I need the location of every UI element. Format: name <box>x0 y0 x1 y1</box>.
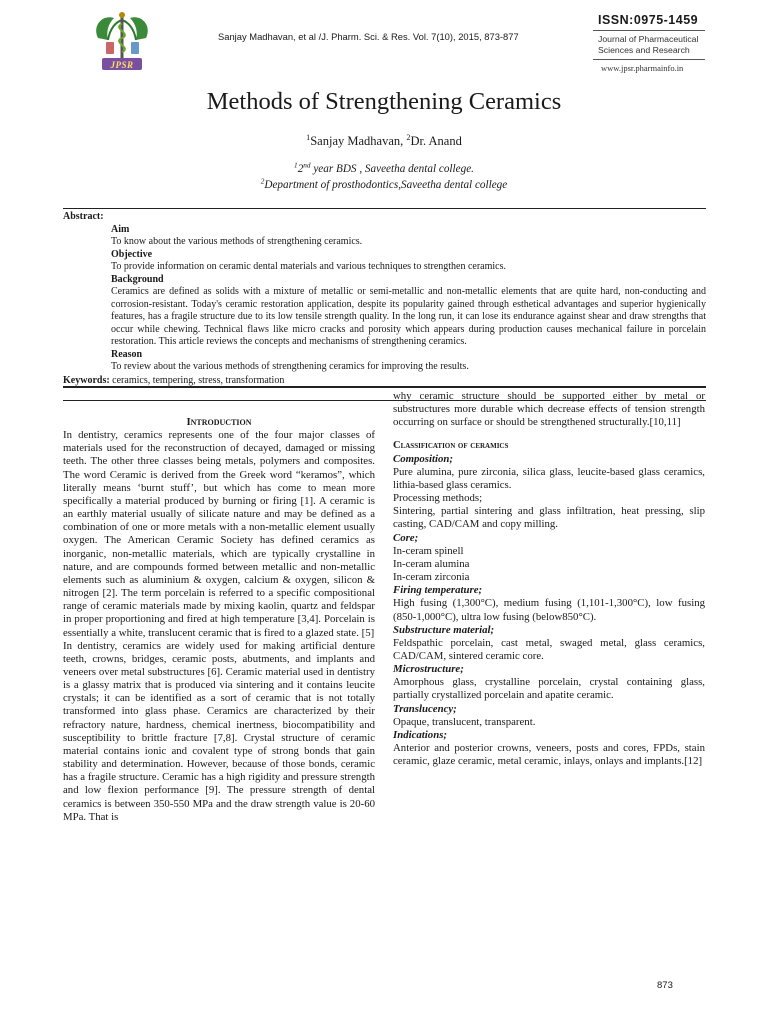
introduction-paragraph-2: In dentistry, ceramics are widely used for making artificial denture teeth, crowns, bridges, ceramic posts, abutments, and implants and veneers over metal substructures [6]. Ceramic material used in dentistry is a glassy matrix that is produced via sintering and it contains leucite crystals; it can be identified as a sort of ceramic that is not totally transformed into glass phase. Ceramics are characterized by their refractory nature, hardness, chemical inertness, biocompatibility and susceptibility to brittle fracture [7,8]. Crystal structure of ceramic material contains ionic and covalent type of strong bonds that gain stability and determination. However, because of those bonds, ceramic has a fragile structure. Ceramic has a high rigidity and pressure strength and low flexion performance [9]. The pressure strength of dental ceramics is between 350-550 MPa and the draw strength value is 20-60 MPa. That is <box>63 639 375 823</box>
author-list <box>0 134 768 149</box>
abstract-bottom-rule <box>63 386 706 388</box>
keywords-text: ceramics, tempering, stress, transformation <box>109 374 285 386</box>
aim-heading: Aim <box>111 223 130 235</box>
continued-paragraph: why ceramic structure should be supported either by metal or substructures more durable which decrease effects of tension strength occurring on surface or should be strengthened structurally.[10,11] <box>393 390 705 429</box>
affiliation-2-text: Department of prosthodontics,Saveetha dental college <box>264 179 508 191</box>
microstructure-text: Amorphous glass, crystalline porcelain, crystal containing glass, partially crystallized porcelain and apatite ceramic. <box>393 676 705 702</box>
left-column <box>63 416 375 824</box>
background-text: Ceramics are defined as solids with a mixture of metallic or semi-metallic and non-metallic elements that are quite hard, non-conducting and corrosion-resistant. Today's ceramic restoration application, despite its popularity gained through esthetical advantages and superior hygienically features, has a fragile structure due to its low tensile strength quality. In the long run, it can lose its endurance against shear and draw strengths that occur while chewing. Technical flaws like micro cracks and porosity which appears during production causes mechanical failure in porcelain restoration. This article reviews the concepts and mechanisms of strengthening ceramics. <box>111 286 706 347</box>
indications-text: Anterior and posterior crowns, veneers, posts and cores, FPDs, stain ceramic, glaze ceramic, metal ceramic, inlays, onlays and implants.[12] <box>393 742 705 768</box>
translucency-text: Opaque, translucent, transparent. <box>393 715 536 728</box>
abstract-top-rule <box>63 208 706 209</box>
processing-text: Sintering, partial sintering and glass infiltration, heat pressing, slip casting, CAD/CAM and copy milling. <box>393 505 705 531</box>
firing-temperature-heading: Firing temperature; <box>393 584 483 597</box>
paper-title: Methods of Strengthening Ceramics <box>206 88 562 115</box>
journal-logo <box>88 8 156 76</box>
indications-heading: Indications; <box>393 728 447 741</box>
affiliation-1-marker: 1 <box>294 161 298 170</box>
classification-heading: Classification of ceramics <box>393 440 509 452</box>
composition-text: Pure alumina, pure zirconia, silica glass, leucite-based glass ceramics, lithia-based glass ceramics. <box>393 465 705 491</box>
author1-name: Sanjay Madhavan, <box>310 134 407 148</box>
affiliation-1 <box>0 163 768 175</box>
logo-text: JPSR <box>110 60 134 70</box>
microstructure-heading: Microstructure; <box>393 663 464 676</box>
right-column <box>393 390 705 768</box>
core-item-2: In-ceram alumina <box>393 557 470 570</box>
objective-text: To provide information on ceramic dental materials and various techniques to strengthen ceramics. <box>111 261 506 272</box>
abstract-label: Abstract: <box>63 211 104 222</box>
page-number: 873 <box>657 980 673 991</box>
author2-superscript: 2 <box>406 132 411 142</box>
background-heading: Background <box>111 273 164 285</box>
core-heading: Core; <box>393 531 419 544</box>
processing-heading: Processing methods; <box>393 492 483 505</box>
reason-heading: Reason <box>111 348 143 360</box>
affiliation-1-year: 2 <box>297 163 304 175</box>
journal-name-line2: Sciences and Research <box>598 45 690 55</box>
substructure-heading: Substructure material; <box>393 623 495 636</box>
introduction-heading: Introduction <box>186 416 252 428</box>
keywords-label: Keywords: <box>63 374 110 386</box>
journal-name-box <box>593 30 705 60</box>
author1-superscript: 1 <box>306 132 311 142</box>
core-item-3: In-ceram zirconia <box>393 571 470 584</box>
substructure-text: Feldspathic porcelain, cast metal, swaged metal, glass ceramics, CAD/CAM, sintered ceramic core. <box>393 636 705 662</box>
author2-name: Dr. Anand <box>410 134 462 148</box>
reason-text: To review about the various methods of strengthening ceramics for improving the results. <box>111 361 469 372</box>
affiliation-1-ordinal: nd <box>303 161 311 170</box>
journal-name-line1: Journal of Pharmaceutical <box>598 34 699 44</box>
translucency-heading: Translucency; <box>393 702 457 715</box>
journal-website: www.jpsr.pharmainfo.in <box>601 63 684 73</box>
issn-number: ISSN:0975-1459 <box>598 13 699 27</box>
firing-temperature-text: High fusing (1,300°C), medium fusing (1,101-1,300°C), low fusing (850-1,000°C), ultra low fusing (below850°C). <box>393 597 705 623</box>
core-item-1: In-ceram spinell <box>393 544 464 557</box>
affiliation-2 <box>0 179 768 191</box>
affiliation-1-text: year BDS , Saveetha dental college. <box>310 163 474 175</box>
abstract-section <box>63 211 706 387</box>
aim-text: To know about the various methods of strengthening ceramics. <box>111 236 363 247</box>
affiliation-2-marker: 2 <box>260 177 265 186</box>
objective-heading: Objective <box>111 248 153 260</box>
journal-citation: Sanjay Madhavan, et al /J. Pharm. Sci. & Res. Vol. 7(10), 2015, 873-877 <box>218 31 519 42</box>
introduction-paragraph-1: In dentistry, ceramics represents one of the four major classes of materials used for the reconstruction of decayed, damaged or missing teeth. The other three classes being metals, polymers and composites. The word Ceramic is derived from the Greek word “keramos”, which literally means ‘burnt stuff’, but which has come to mean more specifically a material produced by burning or firing [1]. A ceramic is an earthly material usually of silicate nature and may be defined as a combination of one or more metals with a non-metallic element usually oxygen. The American Ceramic Society has defined ceramics as inorganic, non-metallic materials, which are typically crystalline in nature, and are compounds formed between metallic and non-metallic elements such as aluminium & oxygen, calcium & oxygen, silicon & nitrogen [2]. The term porcelain is referred to a specific compositional range of ceramic materials made by mixing kaolin, quartz and feldspar in proper proportioning and fired at high temperature [3,4]. Porcelain is essentially a white, translucent ceramic that is fired to a glazed state. [5] <box>63 429 375 639</box>
composition-heading: Composition; <box>393 452 453 465</box>
